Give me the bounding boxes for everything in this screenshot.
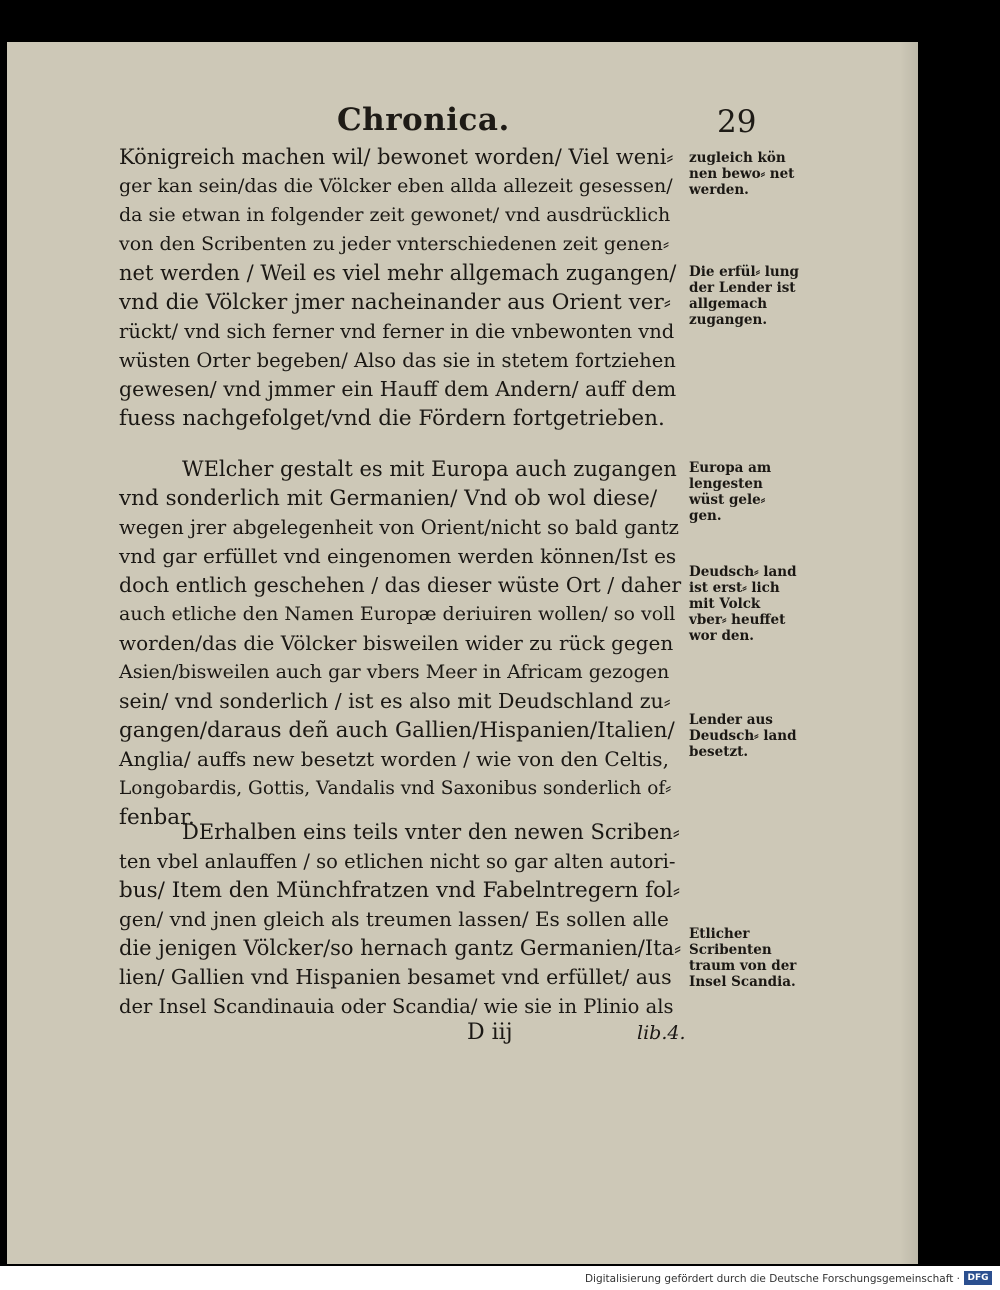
running-head: Chronica. (337, 102, 510, 138)
text-line: von den Scribenten zu jeder vnterschiedenen zeit genen⸗ (119, 233, 670, 255)
margin-note: Die erfül⸗ lung der Lender ist allgemach zugangen. (689, 264, 799, 328)
text-line: sein/ vnd sonderlich / ist es also mit Deudschland zu⸗ (119, 689, 671, 713)
text-line: der Insel Scandinauia oder Scandia/ wie sie in Plinio als (119, 995, 674, 1018)
text-line: Anglia/ auffs new besetzt worden / wie von den Celtis, (119, 747, 669, 771)
page-number: 29 (717, 104, 757, 140)
text-line: gen/ vnd jnen gleich als treumen lassen/ Es sollen alle (119, 907, 669, 931)
text-line: fenbar. (119, 805, 195, 830)
text-line: vnd gar erfüllet vnd eingenomen werden können/Ist es (119, 544, 677, 568)
margin-note: Deudsch⸗ land ist erst⸗ lich mit Volck vber⸗ heuffet wor den. (689, 564, 797, 644)
text-line: rückt/ vnd sich ferner vnd ferner in die vnbewonten vnd (119, 320, 675, 343)
text-line: gangen/daraus deñ auch Gallien/Hispanien/Italien/ (119, 718, 675, 743)
text-line: auch etliche den Namen Europæ deriuiren wollen/ so voll (119, 603, 676, 625)
text-line: WElcher gestalt es mit Europa auch zugangen (182, 457, 677, 481)
text-line: ger kan sein/das die Völcker eben allda allezeit gesessen/ (119, 175, 673, 197)
text-line: gewesen/ vnd jmmer ein Hauff dem Andern/ auff dem (119, 377, 677, 401)
margin-note: Europa am lengesten wüst gele⸗ gen. (689, 460, 772, 524)
text-line: ten vbel anlauffen / so etlichen nicht so gar alten autori- (119, 850, 676, 873)
page-edge-shadow (900, 42, 918, 1264)
text-line: worden/das die Völcker bisweilen wider zu rück gegen (119, 631, 674, 655)
margin-note: Etlicher Scribenten traum von der Insel Scandia. (689, 926, 797, 990)
margin-note: Lender aus Deudsch⸗ land besetzt. (689, 712, 797, 760)
text-line: wegen jrer abgelegenheit von Orient/nicht so bald gantz (119, 516, 679, 539)
text-line: wüsten Orter begeben/ Also das sie in stetem fortziehen (119, 349, 676, 372)
dfg-logo: DFG (964, 1271, 992, 1285)
text-line: da sie etwan in folgender zeit gewonet/ vnd ausdrücklich (119, 204, 671, 226)
margin-note: zugleich kön nen bewo⸗ net werden. (689, 150, 795, 198)
text-line: vnd die Völcker jmer nacheinander aus Orient ver⸗ (119, 290, 671, 315)
text-line: die jenigen Völcker/so hernach gantz Germanien/Ita⸗ (119, 936, 682, 960)
text-line: doch entlich geschehen / das dieser wüste Ort / daher (119, 573, 682, 597)
text-line: Longobardis, Gottis, Vandalis vnd Saxonibus sonderlich of⸗ (119, 778, 672, 799)
signature-mark: D iij (467, 1020, 513, 1045)
text-line: lien/ Gallien vnd Hispanien besamet vnd erfüllet/ aus (119, 965, 672, 989)
text-line: bus/ Item den Münchfratzen vnd Fabelntregern fol⸗ (119, 878, 681, 903)
text-line: Asien/bisweilen auch gar vbers Meer in Africam gezogen (119, 661, 670, 683)
text-line: Königreich machen wil/ bewonet worden/ Viel weni⸗ (119, 145, 674, 169)
text-line: vnd sonderlich mit Germanien/ Vnd ob wol diese/ (119, 486, 658, 511)
text-line: fuess nachgefolget/vnd die Fördern fortgetrieben. (119, 406, 665, 431)
attribution-text: Digitalisierung gefördert durch die Deutsche Forschungsgemeinschaft · (584, 1273, 960, 1285)
scanned-page (7, 42, 918, 1264)
text-line: DErhalben eins teils vnter den newen Scriben⸗ (182, 820, 680, 844)
text-line: net werden / Weil es viel mehr allgemach zugangen/ (119, 261, 677, 285)
reference-note: lib.4. (637, 1022, 686, 1044)
